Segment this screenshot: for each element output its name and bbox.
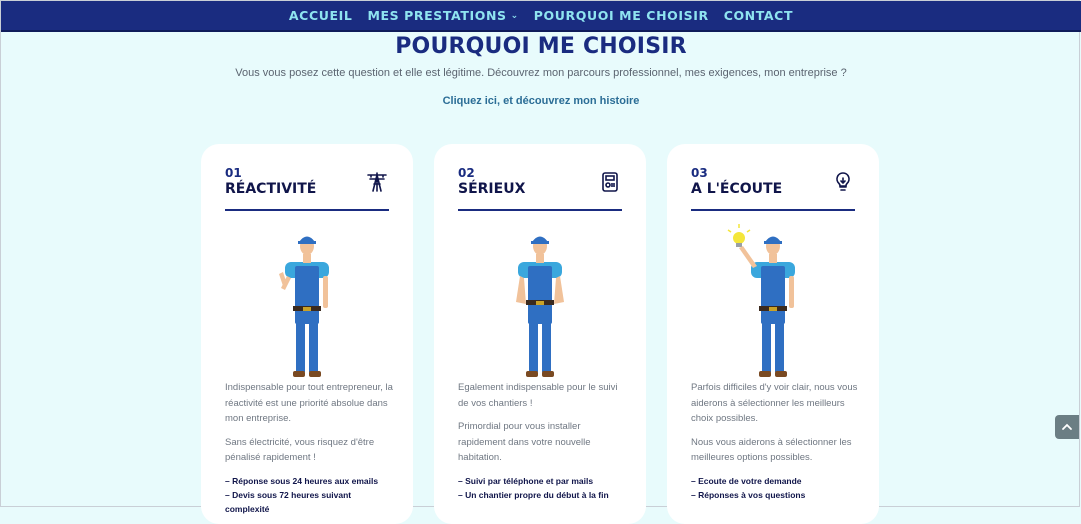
story-link[interactable]: Cliquez ici, et découvrez mon histoire [442, 95, 640, 107]
card-divider [225, 209, 389, 211]
card-bullet: – Suivi par téléphone et par mails [458, 475, 594, 486]
nav-item-pourquoi-me-choisir[interactable]: POURQUOI ME CHOISIR [533, 8, 709, 23]
electrician-illustration [267, 228, 347, 380]
card-serieux [434, 144, 646, 524]
page-title: POURQUOI ME CHOISIR [395, 34, 687, 59]
card-bullet: – Devis sous 72 heures suivant complexité [225, 489, 352, 514]
card-title: RÉACTIVITÉ [225, 181, 317, 197]
card-divider [691, 209, 855, 211]
card-paragraph: Primordial pour vous installer rapidement dans votre nouvelle habitation. [458, 421, 591, 463]
card-title: SÉRIEUX [458, 181, 526, 197]
card-paragraph: Nous vous aiderons à sélectionner les meilleures options possibles. [691, 436, 852, 463]
card-number: 02 [458, 166, 475, 180]
card-paragraph: Parfois difficiles d'y voir clair, nous vous aiderons à sélectionner les meilleurs choix possibles. [691, 382, 858, 424]
chevron-up-icon [1061, 421, 1073, 433]
card-number: 01 [225, 166, 242, 180]
card-ecoute [667, 144, 879, 524]
electrician-illustration [500, 228, 580, 380]
card-reactivite [201, 144, 413, 524]
card-description [458, 380, 626, 502]
card-description [225, 380, 393, 516]
page-subtitle: Vous vous posez cette question et elle est légitime. Découvrez mon parcours professionnel, mes exigences, mon entreprise ? [235, 67, 847, 79]
card-paragraph: Sans électricité, vous risquez d'être pénalisé rapidement ! [225, 436, 375, 463]
card-bullet: – Un chantier propre du début à la fin [458, 489, 609, 500]
power-pylon-icon [365, 170, 389, 194]
top-nav [1, 1, 1081, 32]
card-bullet: – Ecoute de votre demande [691, 475, 802, 486]
electric-meter-icon [598, 170, 622, 194]
card-bullet: – Réponse sous 24 heures aux emails [225, 475, 379, 486]
card-number: 03 [691, 166, 708, 180]
nav-item-accueil[interactable]: ACCUEIL [288, 8, 353, 23]
card-title: A L'ÉCOUTE [691, 181, 783, 197]
card-paragraph: Egalement indispensable pour le suivi de vos chantiers ! [458, 382, 618, 409]
chevron-down-icon: ⌄ [510, 10, 519, 21]
lightbulb-icon [831, 170, 855, 194]
card-paragraph: Indispensable pour tout entrepreneur, la réactivité est une priorité absolue dans mon entreprise. [225, 382, 393, 424]
nav-item-contact[interactable]: CONTACT [723, 8, 794, 23]
scroll-to-top-button[interactable] [1055, 415, 1079, 439]
card-description [691, 380, 859, 502]
electrician-illustration [733, 228, 813, 380]
card-bullet: – Réponses à vos questions [691, 489, 806, 500]
nav-item-mes-prestations[interactable]: MES PRESTATIONS ⌄ [367, 8, 519, 23]
card-divider [458, 209, 622, 211]
